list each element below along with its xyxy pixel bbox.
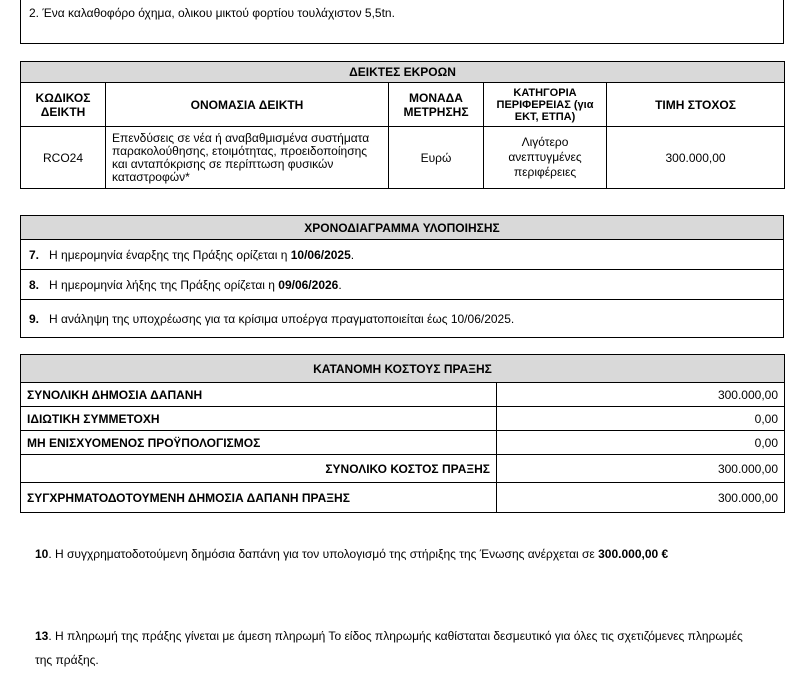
cost-label: ΜΗ ΕΝΙΣΧΥΟΜΕΝΟΣ ΠΡΟΫΠΟΛΟΓΙΣΜΟΣ [21,431,497,455]
cost-total-label: ΣΥΝΟΛΙΚΟ ΚΟΣΤΟΣ ΠΡΑΞΗΣ [21,455,497,483]
schedule-table [20,215,784,338]
schedule-end: . [350,247,355,262]
schedule-date: 09/06/2026 [278,277,339,292]
header-name: ΟΝΟΜΑΣΙΑ ΔΕΙΚΤΗ [106,83,389,127]
schedule-row-7 [21,240,784,270]
row-name: Επενδύσεις σε νέα ή αναβαθμισμένα συστήματα παρακολούθησης, ετοιμότητας, προειδοποίησης και ανταπόκρισης σε περίπτωση φυσικών καταστροφών* [106,127,389,189]
cost-value: 300.000,00 [497,455,785,483]
schedule-title: ΧΡΟΝΟΔΙΑΓΡΑΜΜΑ ΥΛΟΠΟΙΗΣΗΣ [21,216,784,240]
header-category: ΚΑΤΗΓΟΡΙΑ ΠΕΡΙΦΕΡΕΙΑΣ (για ΕΚΤ, ΕΤΠΑ) [484,83,607,127]
schedule-num: 9. [29,311,40,326]
schedule-date: 10/06/2025 [290,247,351,262]
schedule-num: 7. [29,247,40,262]
cost-value: 0,00 [497,407,785,431]
schedule-row-9 [21,300,784,338]
cost-label: ΣΥΝΟΛΙΚΗ ΔΗΜΟΣΙΑ ΔΑΠΑΝΗ [21,383,497,407]
header-unit: ΜΟΝΑΔΑ ΜΕΤΡΗΣΗΣ [389,83,484,127]
schedule-row-8 [21,270,784,300]
row-target: 300.000,00 [607,127,785,189]
header-code: ΚΩΔΙΚΟΣ ΔΕΙΚΤΗ [21,83,106,127]
cost-value: 0,00 [497,431,785,455]
paragraph-13 [35,624,755,672]
indicators-title: ΔΕΙΚΤΕΣ ΕΚΡΟΩΝ [21,62,785,83]
paragraph-num: 10 [35,547,49,561]
indicators-table [20,61,784,189]
paragraph-num: 13 [35,629,49,643]
schedule-text: Η ημερομηνία λήξης της Πράξης ορίζεται η [49,277,279,292]
item-2-text: 2. Ένα καλαθοφόρο όχημα, ολικου μικτού φορτίου τουλάχιστον 5,5tn. [29,6,395,20]
row-code: RCO24 [21,127,106,189]
costs-table [20,354,784,513]
row-unit: Ευρώ [389,127,484,189]
paragraph-text: . Η συγχρηματοδοτούμενη δημόσια δαπάνη για τον υπολογισμό της στήριξης της Ένωσης ανέρχεται σε [48,547,599,561]
schedule-num: 8. [29,277,40,292]
paragraph-10 [35,543,668,565]
schedule-end: . [338,277,342,292]
paragraph-text: . Η πληρωμή της πράξης γίνεται με άμεση πληρωμή Το είδος πληρωμής καθίσταται δεσμευτικό για όλες τις σχετιζόμενες πληρωμές της πράξης. [35,629,743,667]
paragraph-amount: 300.000,00 € [598,547,669,561]
cost-label: ΙΔΙΩΤΙΚΗ ΣΥΜΜΕΤΟΧΗ [21,407,497,431]
row-category: Λιγότερο ανεπτυγμένες περιφέρειες [484,127,607,189]
cost-label: ΣΥΓΧΡΗΜΑΤΟΔΟΤΟΥΜΕΝΗ ΔΗΜΟΣΙΑ ΔΑΠΑΝΗ ΠΡΑΞΗΣ [21,483,497,513]
costs-title: ΚΑΤΑΝΟΜΗ ΚΟΣΤΟΥΣ ΠΡΑΞΗΣ [21,355,785,383]
header-target: ΤΙΜΗ ΣΤΟΧΟΣ [607,83,785,127]
schedule-text: Η ημερομηνία έναρξης της Πράξης ορίζεται η [49,247,291,262]
cost-value: 300.000,00 [497,483,785,513]
cost-value: 300.000,00 [497,383,785,407]
schedule-text: Η ανάληψη της υποχρέωσης για τα κρίσιμα υποέργα πραγματοποιείται έως 10/06/2025. [49,311,515,326]
item-2-box [20,0,784,44]
